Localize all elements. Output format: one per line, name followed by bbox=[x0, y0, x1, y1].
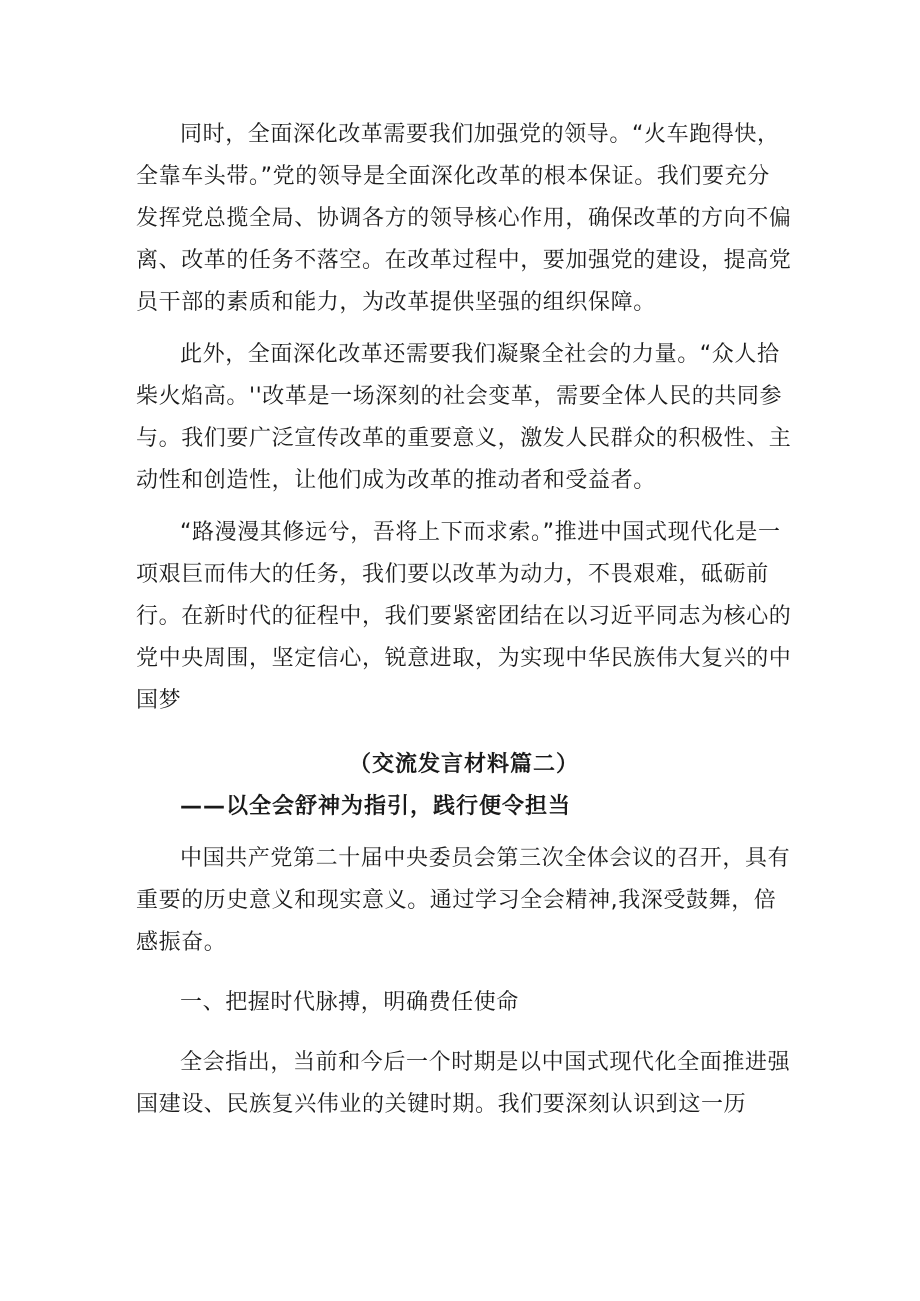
section-subtitle: ——以全会舒神为指引，践行便令担当 bbox=[180, 794, 572, 819]
paragraph-critical-period: 全会指出，当前和今后一个时期是以中国式现代化全面推进强国建设、民族复兴伟业的关键时期。我们要深刻认识到这一历 bbox=[136, 1050, 791, 1117]
paragraph-social-force: 此外，全面深化改革还需要我们凝聚全社会的力量。“众人拾柴火焰高。''改革是一场深刻的社会变革，需要全体人民的共同参与。我们要广泛宣传改革的重要意义，激发人民群众的积极性、主动性和创造性，让他们成为改革的推动者和受益者。 bbox=[136, 342, 792, 493]
paragraph-conclusion: “路漫漫其修远兮，吾将上下而求索。”推进中国式现代化是一项艰巨而伟大的任务，我们要以改革为动力，不畏艰难，砥砺前行。在新时代的征程中，我们要紧密团结在以习近平同志为核心的党中央周围，坚定信心，锐意进取，为实现中华民族伟大复兴的中国梦 bbox=[136, 520, 792, 713]
section-title: （交流发言材料篇二） bbox=[348, 752, 579, 777]
heading-section-one: 一、把握时代脉搏，明确费任使命 bbox=[180, 990, 520, 1015]
paragraph-plenum-intro: 中国共产党第二十届中央委员会第三次全体会议的召开，具有重要的历史意义和现实意义。通过学习全会精神,我深受鼓舞，倍感振奋。 bbox=[136, 846, 791, 955]
paragraph-party-leadership: 同时，全面深化改革需要我们加强党的领导。“火车跑得快，全靠车头带。”党的领导是全面深化改革的根本保证。我们要充分发挥党总揽全局、协调各方的领导核心作用，确保改革的方向不偏离、改革的任务不落空。在改革过程中，要加强党的建设，提高党员干部的素质和能力，为改革提供坚强的组织保障。 bbox=[136, 122, 792, 315]
document-body bbox=[136, 114, 792, 1126]
